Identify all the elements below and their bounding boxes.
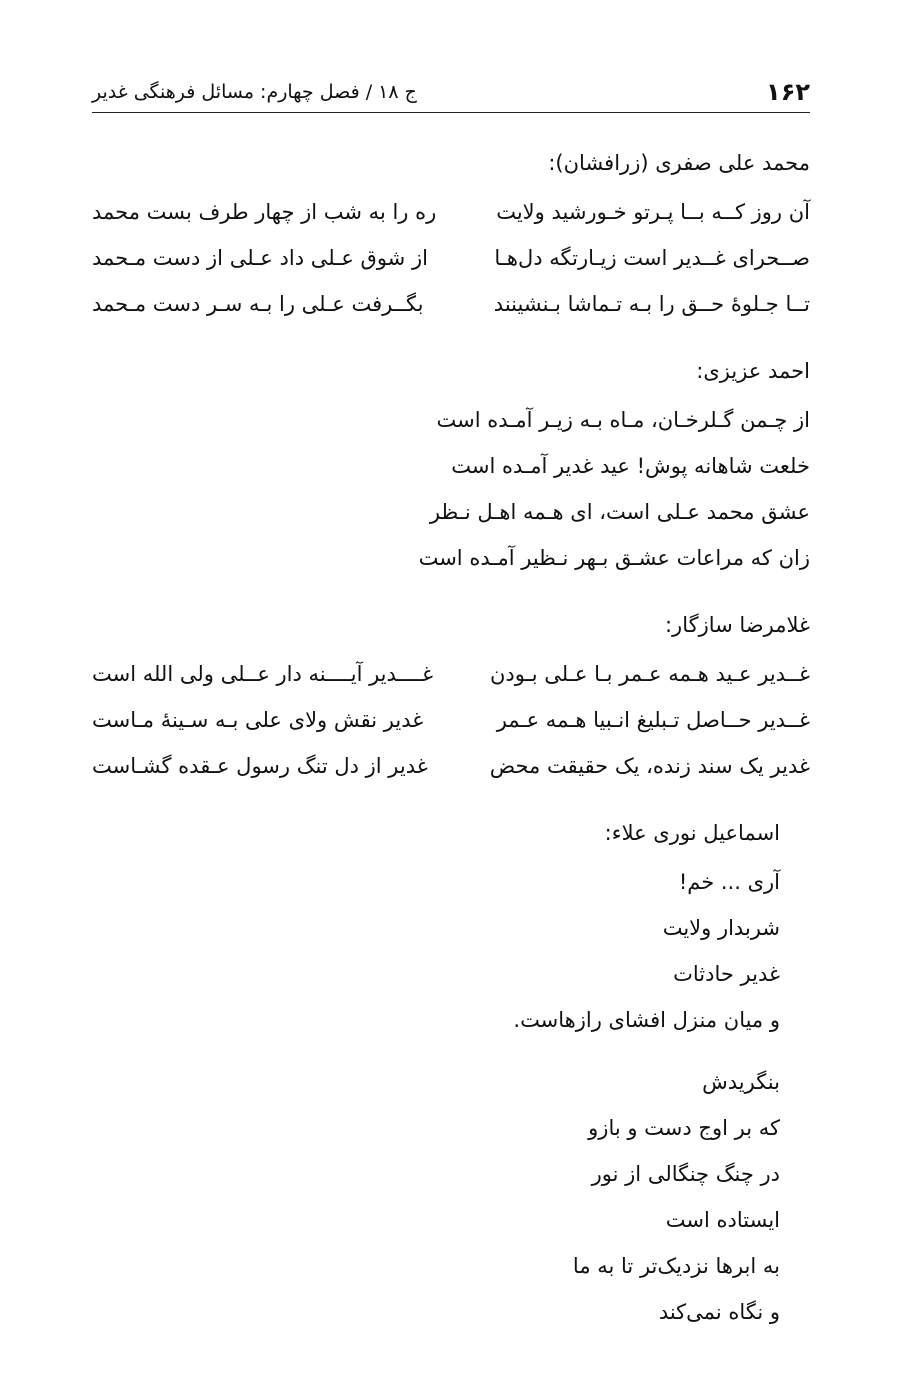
- verse-line: به ابرها نزدیک‌تر تا به ما: [572, 1254, 780, 1278]
- verse-line: زان که مراعات عشـق بـهر نـظیر آمـده است: [418, 546, 810, 570]
- second-hemistich: غدیر نقش ولای علی بـه سـینهٔ مـاست: [92, 708, 424, 732]
- poem-section: [92, 816, 810, 1338]
- couplet: [92, 746, 810, 792]
- verse-line: خلعت شاهانه پوش! عید غدیر آمـده است: [451, 454, 810, 478]
- verse-line: شربدار ولایت: [662, 916, 780, 940]
- first-hemistich: صــحرای غــدیر است زیـارتگه دل‌هـا: [494, 246, 810, 270]
- second-hemistich: بگــرفت عـلی را بـه سـر دست مـحمد: [92, 292, 424, 316]
- first-hemistich: آن روز کــه بــا پـرتو خـورشید ولایت: [496, 200, 810, 224]
- verse-line: و نگاه نمی‌کند: [658, 1300, 780, 1324]
- verse-line: و میان منزل افشای رازهاست.: [513, 1008, 780, 1032]
- running-title: ج ۱۸ / فصل چهارم: مسائل فرهنگی غدیر: [92, 81, 417, 103]
- verse-line: ایستاده است: [665, 1208, 780, 1232]
- verse-line: عشق محمد عـلی است، ای هـمه اهـل نـظر: [429, 500, 810, 524]
- second-hemistich: غدیر از دل تنگ رسول عـقده گشـاست: [92, 754, 428, 778]
- second-hemistich: از شوق عـلی داد عـلی از دست مـحمد: [92, 246, 428, 270]
- couplet: [92, 700, 810, 746]
- page-header: [92, 72, 810, 113]
- verse-line: در چنگ چنگالی از نور: [591, 1162, 780, 1186]
- verse-line: که بر اوج دست و بازو: [588, 1116, 780, 1140]
- first-hemistich: غــدیر حــاصل تـبلیغ انـبیا هـمه عـمر: [496, 708, 810, 732]
- couplet: [92, 654, 810, 700]
- verse-line: غدیر حادثات: [673, 962, 780, 986]
- page-number: ۱۶۲: [766, 78, 810, 106]
- first-hemistich: غدیر یک سند زنده، یک حقیقت محض: [489, 754, 810, 778]
- verse-line: بنگریدش: [702, 1070, 780, 1094]
- stanza: [92, 862, 780, 1046]
- poem-section: [92, 354, 810, 584]
- second-hemistich: ره را به شب از چهار طرف بست محمد: [92, 200, 437, 224]
- first-hemistich: غــدیر عـید هـمه عـمر بـا عـلی بـودن: [489, 662, 810, 686]
- verse-line: از چـمن گـلرخـان، مـاه بـه زیـر آمـده است: [436, 408, 810, 432]
- page-content: [92, 146, 810, 1362]
- poem-section: [92, 146, 810, 330]
- poem-section: [92, 608, 810, 792]
- first-hemistich: تــا جـلوهٔ حــق را بـه تـماشا بـنشینند: [493, 292, 810, 316]
- couplet: [92, 284, 810, 330]
- couplet: [92, 192, 810, 238]
- poet-name: غلامرضا سازگار:: [664, 613, 810, 637]
- poet-name: احمد عزیزی:: [696, 359, 810, 383]
- second-hemistich: غــــدیر آیــــنه دار عــلی ولی الله است: [92, 662, 434, 686]
- poet-name: اسماعیل نوری علاء:: [604, 821, 780, 845]
- poet-name: محمد علی صفری (زرافشان):: [548, 151, 810, 175]
- couplet: [92, 238, 810, 284]
- stanza: [92, 1062, 780, 1338]
- verse-line: آری ... خم!: [678, 870, 780, 894]
